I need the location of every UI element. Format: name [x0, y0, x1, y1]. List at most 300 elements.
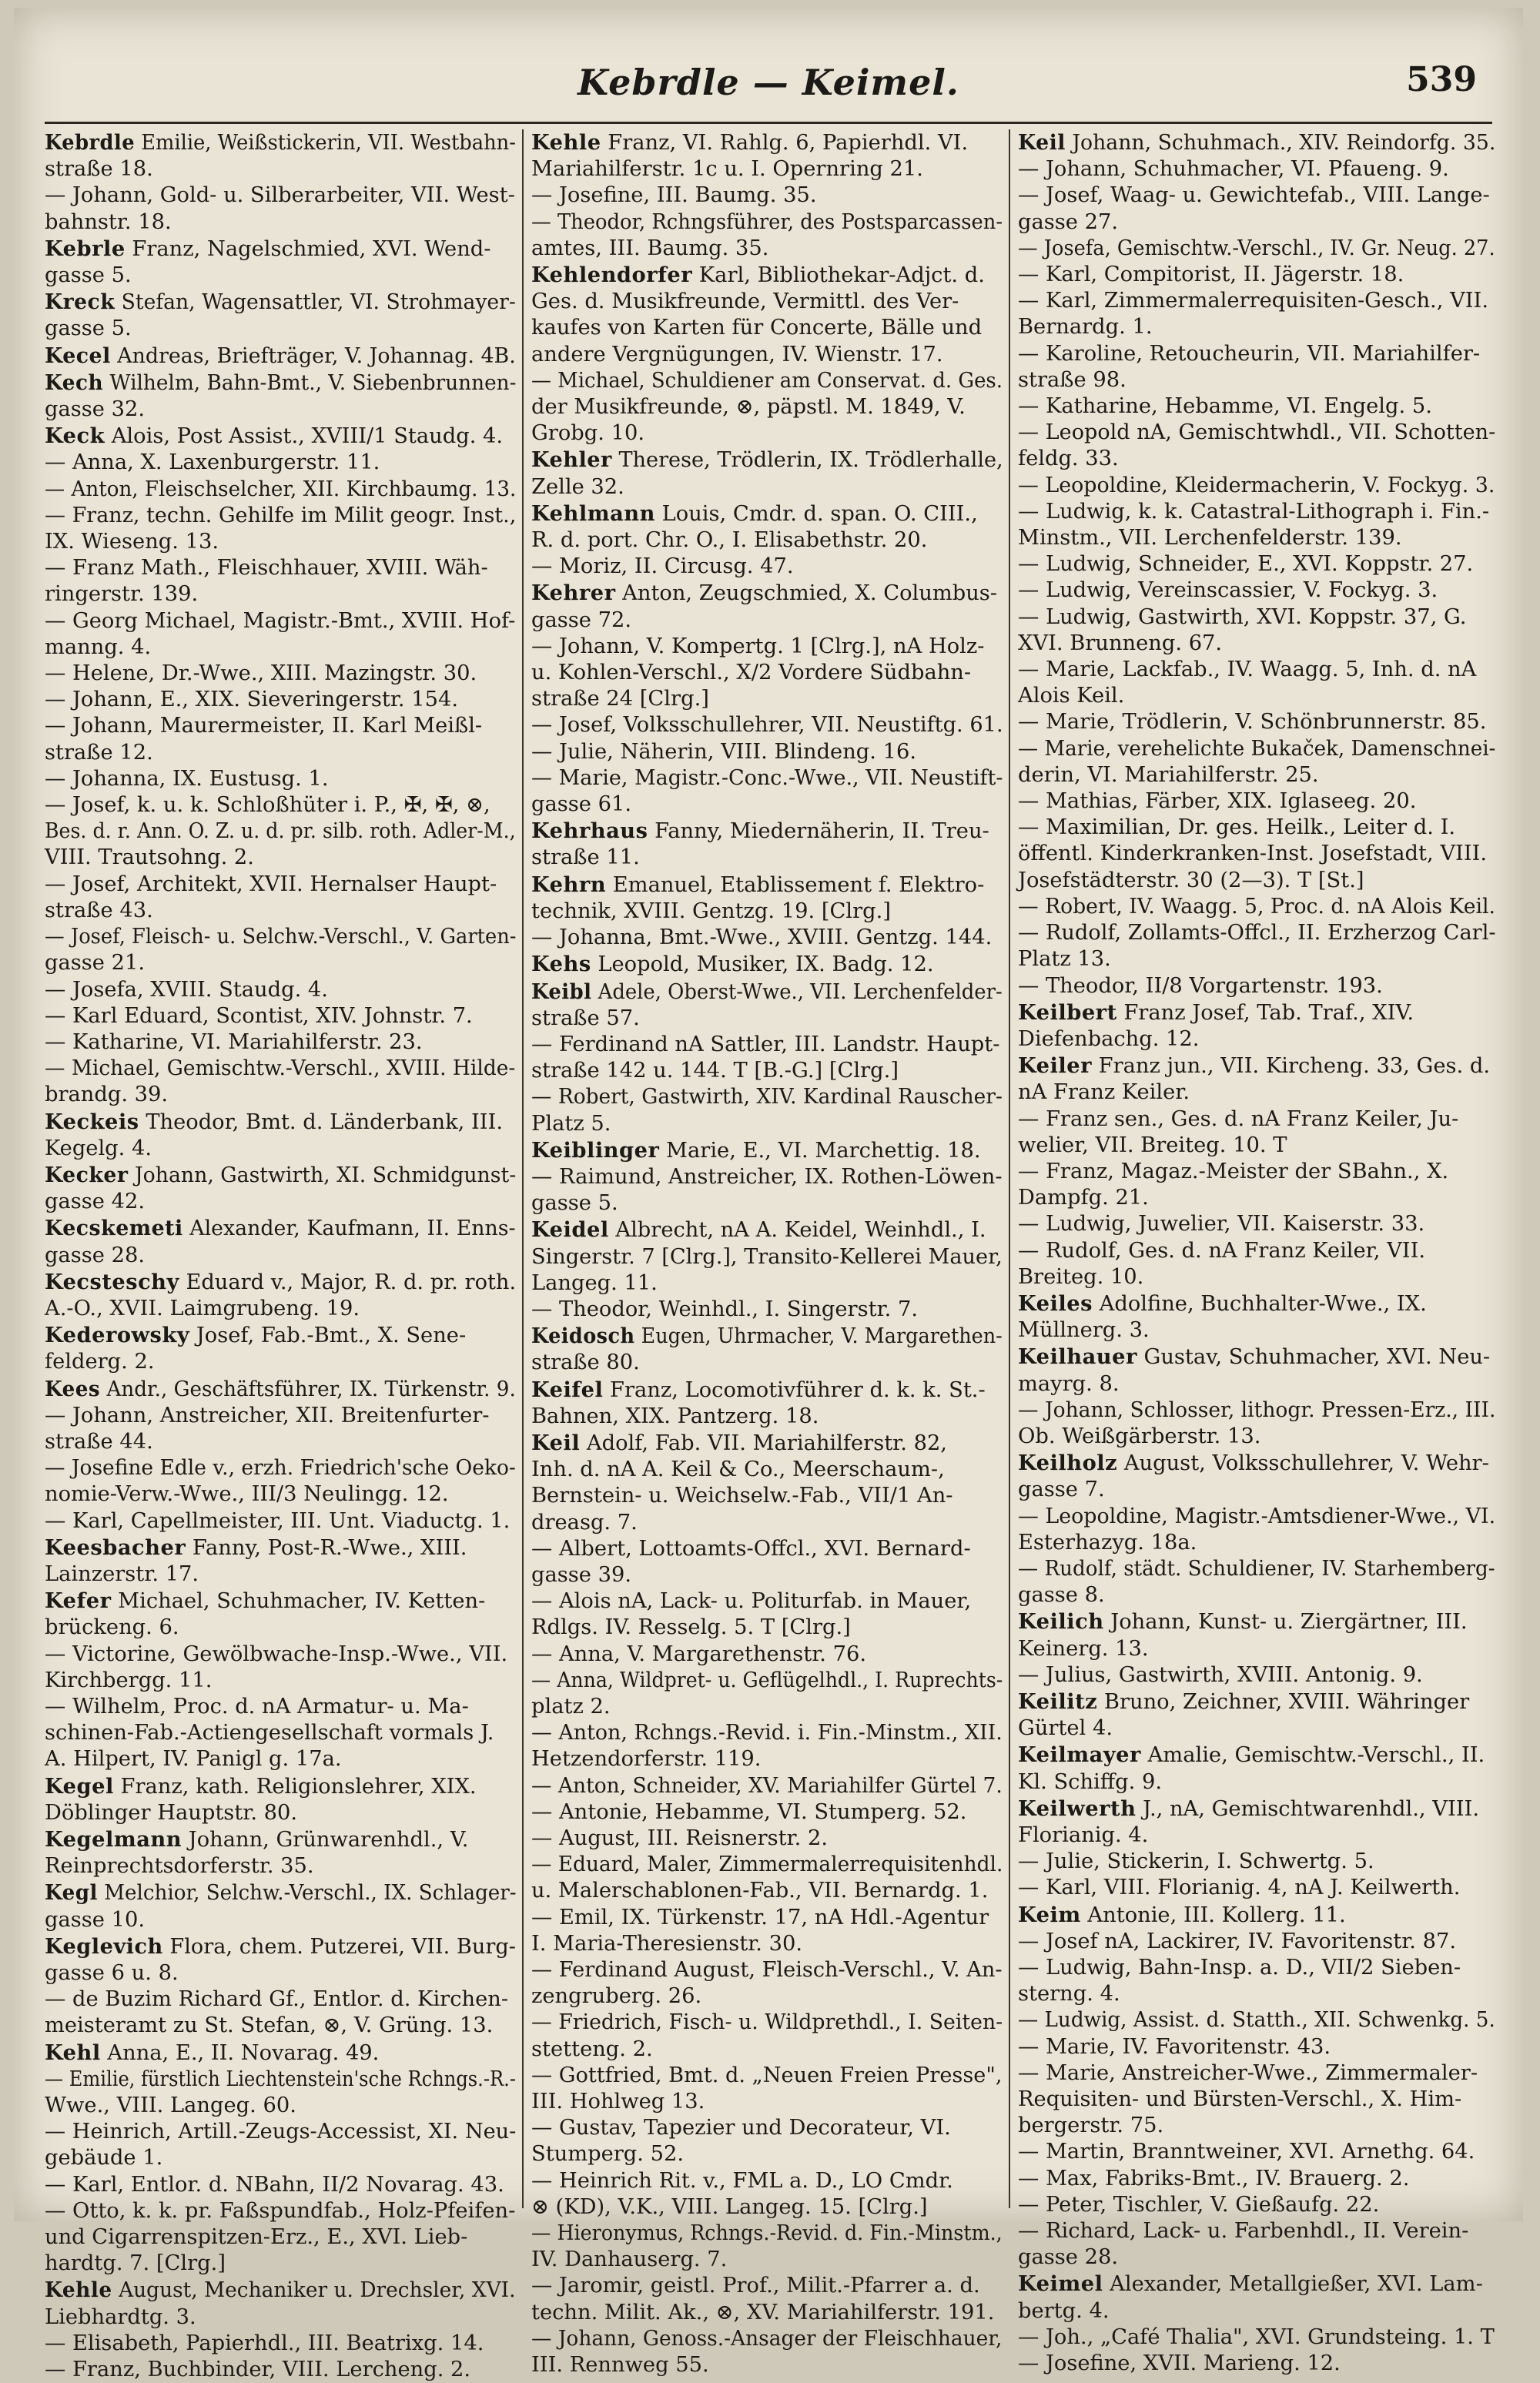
- entry-surname: Keiblinger: [531, 1137, 660, 1163]
- directory-entry: [45, 477, 516, 503]
- entry-line: — Josefine, XVII. Marieng. 12.: [1018, 2351, 1341, 2376]
- entry-line: Kecel Andreas, Briefträger, V. Johannag. 4B.: [45, 343, 516, 368]
- directory-entry: [45, 2172, 516, 2198]
- directory-entry: [45, 1322, 516, 1375]
- entry-line: — Johann, Schlosser, lithogr. Pressen-Erz., III.: [1018, 1397, 1496, 1422]
- directory-entry: [531, 1668, 1003, 1720]
- directory-entry: [45, 370, 516, 423]
- entry-line: gasse 21.: [45, 951, 146, 976]
- entry-line: — Emilie, fürstlich Liechtenstein'sche Rchngs.-R.-: [45, 2067, 516, 2091]
- entry-line: — Anton, Schneider, XV. Mariahilfer Gürtel 7.: [531, 1773, 1003, 1798]
- entry-surname: Kebrdle: [45, 130, 136, 155]
- entry-line: zengruberg. 26.: [531, 1984, 702, 2009]
- entry-line: — Karl, Entlor. d. NBahn, II/2 Novarag. 43.: [45, 2172, 504, 2197]
- directory-entry: [1018, 2218, 1495, 2271]
- entry-line: Keilholz August, Volksschullehrer, V. Wehr-: [1018, 1451, 1489, 1476]
- entry-line: Dampfg. 21.: [1018, 1186, 1149, 1210]
- entry-line: — Marie, IV. Favoritenstr. 43.: [1018, 2034, 1331, 2059]
- entry-line: I. Maria-Theresienstr. 30.: [531, 1931, 803, 1956]
- entry-line: brandg. 39.: [45, 1083, 169, 1107]
- entry-surname: Keilholz: [1018, 1451, 1118, 1476]
- entry-line: straße 98.: [1018, 367, 1127, 392]
- directory-entry: [45, 1376, 516, 1403]
- entry-line: — Josef, k. u. k. Schloßhüter i. P., ✠, ✠, ⊗,: [45, 793, 490, 818]
- entry-line: IV. Danhauserg. 7.: [531, 2247, 728, 2272]
- directory-entry: [45, 1029, 516, 1056]
- entry-line: — Peter, Tischler, V. Gießaufg. 22.: [1018, 2192, 1380, 2217]
- entry-line: Keim Antonie, III. Kollerg. 11.: [1018, 1902, 1346, 1927]
- entry-surname: Kehle: [45, 2278, 112, 2303]
- directory-entry: [531, 1217, 1003, 1297]
- entry-line: technik, XVIII. Gentzg. 19. [Clrg.]: [531, 899, 891, 923]
- entry-line: Florianig. 4.: [1018, 1823, 1149, 1847]
- entry-line: — Heinrich Rit. v., FML a. D., LO Cmdr.: [531, 2168, 953, 2193]
- directory-entry: [1018, 604, 1495, 657]
- directory-entry: [1018, 1955, 1495, 2007]
- entry-line: Kehlendorfer Karl, Bibliothekar-Adjct. d.: [531, 263, 985, 288]
- directory-entry: [45, 1508, 516, 1535]
- directory-entry: [531, 1430, 1003, 1536]
- directory-entry: [45, 2198, 516, 2278]
- entry-line: Kegl Melchior, Selchw.-Verschl., IX. Schlager-: [45, 1880, 517, 1906]
- entry-line: — Ludwig, Juwelier, VII. Kaiserstr. 33.: [1018, 1212, 1425, 1237]
- directory-entry: [45, 687, 516, 713]
- entry-line: — Marie, Magistr.-Conc.-Wwe., VII. Neustift-: [531, 765, 1003, 790]
- directory-entry: [45, 977, 516, 1003]
- entry-line: Keilmayer Amalie, Gemischtw.-Verschl., II.: [1018, 1742, 1485, 1768]
- directory-entry: [531, 1084, 1003, 1136]
- directory-entry: [531, 554, 1003, 580]
- directory-entry: [45, 1455, 516, 1508]
- entry-line: — Johann, Anstreicher, XII. Breitenfurter-: [45, 1403, 490, 1427]
- entry-line: — Friedrich, Fisch- u. Wildprethdl., I. Seiten-: [531, 2010, 1003, 2035]
- entry-line: gebäude 1.: [45, 2146, 163, 2170]
- entry-line: Keilhauer Gustav, Schuhmacher, XVI. Neu-: [1018, 1344, 1491, 1370]
- entry-line: Keiles Adolfine, Buchhalter-Wwe., IX.: [1018, 1290, 1427, 1316]
- directory-entry: [531, 2273, 1003, 2325]
- directory-entry: [45, 766, 516, 792]
- entry-line: Keidel Albrecht, nA A. Keidel, Weinhdl., I.: [531, 1217, 986, 1243]
- directory-entry: [45, 555, 516, 607]
- directory-entry: [1018, 156, 1495, 182]
- directory-entry: [45, 608, 516, 661]
- entry-line: Kecskemeti Alexander, Kaufmann, II. Enns-: [45, 1216, 516, 1241]
- directory-entry: [45, 1215, 516, 1268]
- entry-line: Kebrdle Emilie, Weißstickerin, VII. Westbahn-: [45, 130, 516, 155]
- entry-line: gasse 39.: [531, 1562, 632, 1587]
- entry-line: gasse 27.: [1018, 209, 1119, 234]
- directory-entry: [45, 1933, 516, 1986]
- entry-line: — Ludwig, Assist. d. Statth., XII. Schwenkg. 5.: [1018, 2008, 1495, 2033]
- running-title: Kebrdle — Keimel.: [578, 62, 959, 103]
- entry-line: — Martin, Branntweiner, XVI. Arnethg. 64.: [1018, 2140, 1475, 2164]
- entry-line: Rdlgs. IV. Resselg. 5. T [Clrg.]: [531, 1615, 851, 1640]
- entry-line: techn. Milit. Ak., ⊗, XV. Mariahilferstr. 191.: [531, 2300, 995, 2324]
- entry-line: gasse 72.: [531, 607, 632, 632]
- entry-line: Kech Wilhelm, Bahn-Bmt., V. Siebenbrunnen-: [45, 370, 517, 395]
- entry-line: Kreck Stefan, Wagensattler, VI. Strohmayer-: [45, 290, 516, 315]
- entry-line: — Johann, E., XIX. Sieveringerstr. 154.: [45, 688, 459, 712]
- entry-line: brückeng. 6.: [45, 1615, 179, 1640]
- entry-line: — Gottfried, Bmt. d. „Neuen Freien Presse",: [531, 2063, 1003, 2087]
- directory-entry: [1018, 2166, 1495, 2192]
- entry-line: — August, III. Reisnerstr. 2.: [531, 1826, 829, 1850]
- directory-entry: [1018, 999, 1495, 1053]
- entry-line: — Ludwig, Gastwirth, XVI. Koppstr. 37, G.: [1018, 604, 1467, 629]
- entry-line: — Alois nA, Lack- u. Politurfab. in Mauer,: [531, 1589, 972, 1614]
- entry-line: straße 11.: [531, 845, 640, 870]
- entry-line: der Musikfreunde, ⊗, päpstl. M. 1849, V.: [531, 395, 966, 420]
- entry-line: — Josefine Edle v., erzh. Friedrich'sche Oeko-: [45, 1456, 516, 1481]
- entry-surname: Keil: [1018, 130, 1066, 155]
- entry-line: gasse 28.: [1018, 2245, 1119, 2270]
- entry-line: — Georg Michael, Magistr.-Bmt., XVIII. Hof-: [45, 608, 516, 633]
- entry-line: — Eduard, Maler, Zimmermalerrequisitenhdl.: [531, 1853, 1003, 1877]
- directory-entry: [531, 2115, 1003, 2167]
- entry-line: Kehler Therese, Trödlerin, IX. Trödlerhalle,: [531, 447, 1003, 473]
- entry-line: XVI. Brunneng. 67.: [1018, 631, 1223, 655]
- entry-line: Gürtel 4.: [1018, 1716, 1113, 1741]
- directory-entry: [45, 2331, 516, 2357]
- directory-entry: [531, 872, 1003, 925]
- entry-line: Esterhazyg. 18a.: [1018, 1530, 1197, 1555]
- entry-surname: Keimel: [1018, 2271, 1103, 2297]
- directory-entry: [531, 2010, 1003, 2062]
- directory-entry: [45, 289, 516, 342]
- entry-line: — Julie, Näherin, VIII. Blindeng. 16.: [531, 739, 917, 764]
- entry-surname: Keiles: [1018, 1290, 1093, 1316]
- entry-line: gasse 7.: [1018, 1478, 1105, 1502]
- entry-line: A. Hilpert, IV. Panigl g. 17a.: [45, 1747, 342, 1772]
- directory-entry: [1018, 894, 1495, 920]
- directory-entry: [531, 500, 1003, 554]
- directory-entry: [1018, 1504, 1495, 1556]
- entry-line: — Leopoldine, Kleidermacherin, V. Fockyg. 3.: [1018, 473, 1495, 497]
- directory-entry: [1018, 1556, 1495, 1608]
- entry-line: Bernardg. 1.: [1018, 315, 1153, 340]
- entry-line: — Raimund, Anstreicher, IX. Rothen-Löwen-: [531, 1164, 1003, 1189]
- entry-line: — Robert, IV. Waagg. 5, Proc. d. nA Alois Keil.: [1018, 894, 1495, 919]
- directory-entry: [1018, 2271, 1495, 2324]
- entry-line: straße 44.: [45, 1429, 153, 1454]
- entry-surname: Kederowsky: [45, 1323, 190, 1348]
- entry-surname: Keiler: [1018, 1053, 1092, 1079]
- entry-line: Mariahilferstr. 1c u. I. Opernring 21.: [531, 157, 923, 182]
- entry-line: Ob. Weißgärberstr. 13.: [1018, 1424, 1261, 1448]
- entry-line: — Anna, V. Margarethenstr. 76.: [531, 1642, 867, 1666]
- directory-entry: [531, 2063, 1003, 2115]
- entry-surname: Keidel: [531, 1217, 609, 1243]
- directory-entry: [1018, 736, 1495, 788]
- entry-line: — Katharine, Hebamme, VI. Engelg. 5.: [1018, 394, 1432, 419]
- entry-line: IX. Wieseng. 13.: [45, 530, 219, 554]
- entry-line: Wwe., VIII. Langeg. 60.: [45, 2093, 296, 2118]
- entry-line: stetteng. 2.: [531, 2037, 653, 2061]
- entry-line: derin, VI. Mariahilferstr. 25.: [1018, 762, 1319, 787]
- entry-line: sterng. 4.: [1018, 1982, 1120, 2006]
- entry-line: Kederowsky Josef, Fab.-Bmt., X. Sene-: [45, 1323, 467, 1348]
- entry-line: — Josef, Fleisch- u. Selchw.-Verschl., V. Garten-: [45, 925, 517, 949]
- column-1: [45, 129, 517, 2382]
- directory-entry: [45, 1588, 516, 1641]
- entry-line: — Josefine, III. Baumg. 35.: [531, 183, 817, 208]
- directory-entry: [1018, 1608, 1495, 1662]
- entry-surname: Keilitz: [1018, 1689, 1098, 1714]
- directory-entry: [45, 343, 516, 370]
- entry-line: hardtg. 7. [Clrg.]: [45, 2251, 226, 2276]
- directory-entry: [531, 1536, 1003, 1588]
- entry-line: gasse 61.: [531, 792, 632, 817]
- entry-line: — Josef nA, Lackirer, IV. Favoritenstr. 87.: [1018, 1929, 1457, 1953]
- entry-line: straße 57.: [531, 1006, 640, 1030]
- entry-line: ⊗ (KD), V.K., VIII. Langeg. 15. [Clrg.]: [531, 2194, 928, 2219]
- entry-line: Liebhardtg. 3.: [45, 2304, 196, 2329]
- entry-surname: Keibl: [531, 979, 592, 1004]
- entry-surname: Keckeis: [45, 1109, 139, 1134]
- entry-surname: Keesbacher: [45, 1535, 186, 1560]
- entry-surname: Kehs: [531, 952, 591, 977]
- directory-entry: [1018, 2139, 1495, 2165]
- entry-line: Inh. d. nA A. Keil & Co., Meerschaum-,: [531, 1458, 945, 1482]
- entry-line: — Albert, Lottoamts-Offcl., XVI. Bernard-: [531, 1536, 971, 1561]
- entry-surname: Kecsteschy: [45, 1269, 179, 1294]
- entry-line: — Johann, V. Kompertg. 1 [Clrg.], nA Holz-: [531, 634, 985, 658]
- entry-line: Müllnerg. 3.: [1018, 1318, 1150, 1343]
- entry-line: Diefenbachg. 12.: [1018, 1026, 1200, 1051]
- entry-line: III. Rennweg 55.: [531, 2353, 709, 2378]
- directory-entry: [1018, 341, 1495, 393]
- entry-line: — Ludwig, Schneider, E., XVI. Koppstr. 27.: [1018, 552, 1474, 577]
- entry-line: Kehs Leopold, Musiker, IX. Badg. 12.: [531, 952, 934, 977]
- entry-line: Keilitz Bruno, Zeichner, XVIII. Währinger: [1018, 1689, 1470, 1714]
- entry-surname: Kehrn: [531, 872, 607, 897]
- entry-surname: Keglevich: [45, 1933, 163, 1959]
- entry-line: Döblinger Hauptstr. 80.: [45, 1800, 298, 1825]
- entry-surname: Kehlendorfer: [531, 263, 693, 288]
- directory-entry: [1018, 1875, 1495, 1901]
- directory-entry: [531, 2221, 1003, 2273]
- directory-entry: [45, 1403, 516, 1455]
- entry-line: — Franz, techn. Gehilfe im Milit geogr. Inst.,: [45, 503, 517, 527]
- entry-surname: Keifel: [531, 1377, 604, 1402]
- entry-surname: Keidosch: [531, 1324, 635, 1349]
- entry-line: — Ludwig, Vereinscassier, V. Fockyg. 3.: [1018, 578, 1438, 603]
- entry-line: Bes. d. r. Ann. O. Z. u. d. pr. silb. roth. Adler-M.,: [45, 819, 516, 844]
- directory-entry: [45, 1056, 516, 1108]
- directory-entry: [1018, 288, 1495, 340]
- entry-line: — Marie, Anstreicher-Wwe., Zimmermaler-: [1018, 2060, 1478, 2085]
- entry-line: — Leopoldine, Magistr.-Amtsdiener-Wwe., VI.: [1018, 1504, 1496, 1528]
- entry-surname: Kehrhaus: [531, 818, 648, 844]
- entry-line: gasse 42.: [45, 1190, 146, 1214]
- entry-line: — Ferdinand August, Fleisch-Verschl., V. An-: [531, 1958, 1003, 1983]
- directory-entry: [531, 2168, 1003, 2221]
- entry-line: — Johanna, IX. Eustusg. 1.: [45, 766, 329, 791]
- directory-entry: [531, 182, 1003, 209]
- entry-line: Keilich Johann, Kunst- u. Ziergärtner, III.: [1018, 1609, 1468, 1635]
- directory-entry: [1018, 1053, 1495, 1106]
- directory-entry: [1018, 1211, 1495, 1237]
- entry-line: Keimel Alexander, Metallgießer, XVI. Lam-: [1018, 2271, 1483, 2297]
- entry-line: öffentl. Kinderkranken-Inst. Josefstadt, VIII.: [1018, 842, 1488, 866]
- directory-entry: [45, 792, 516, 872]
- directory-entry: [1018, 2060, 1495, 2140]
- directory-entry: [1018, 2351, 1495, 2377]
- entry-line: — Helene, Dr.-Wwe., XIII. Mazingstr. 30.: [45, 661, 477, 686]
- entry-line: — Maximilian, Dr. ges. Heilk., Leiter d. I.: [1018, 815, 1456, 840]
- entry-line: — Marie, verehelichte Bukaček, Damenschnei-: [1018, 736, 1496, 761]
- entry-line: Keck Alois, Post Assist., XVIII/1 Staudg. 4.: [45, 423, 504, 449]
- directory-entry: [1018, 551, 1495, 577]
- entry-line: — Robert, Gastwirth, XIV. Kardinal Rauscher-: [531, 1085, 1003, 1110]
- entry-line: Keibl Adele, Oberst-Wwe., VII. Lerchenfelder-: [531, 979, 1003, 1004]
- entry-line: Keglevich Flora, chem. Putzerei, VII. Burg-: [45, 1933, 516, 1959]
- entry-line: kaufes von Karten für Concerte, Bälle und: [531, 316, 983, 340]
- directory-entry: [1018, 2007, 1495, 2033]
- directory-entry: [45, 236, 516, 289]
- directory-entry: [1018, 788, 1495, 815]
- directory-entry: [531, 951, 1003, 978]
- entry-line: Keesbacher Fanny, Post-R.-Wwe., XIII.: [45, 1535, 467, 1560]
- entry-line: gasse 5.: [45, 316, 132, 341]
- entry-line: Kehlmann Louis, Cmdr. d. span. O. CIII.,: [531, 500, 978, 526]
- entry-line: — Victorine, Gewölbwache-Insp.-Wwe., VII.: [45, 1642, 508, 1666]
- entry-line: — Ludwig, Bahn-Insp. a. D., VII/2 Sieben-: [1018, 1956, 1461, 1980]
- directory-entry: [1018, 1450, 1495, 1503]
- entry-line: — Rudolf, städt. Schuldiener, IV. Starhemberg-: [1018, 1556, 1495, 1581]
- entry-line: — Johann, Maurermeister, II. Karl Meißl-: [45, 714, 483, 738]
- directory-entry: [45, 1535, 516, 1588]
- entry-line: Kebrle Franz, Nagelschmied, XVI. Wend-: [45, 236, 491, 261]
- directory-entry: [1018, 420, 1495, 472]
- entry-line: — Emil, IX. Türkenstr. 17, nA Hdl.-Agentur: [531, 1905, 989, 1929]
- entry-line: — Johanna, Bmt.-Wwe., XVIII. Gentzg. 144.: [531, 925, 993, 950]
- directory-entry: [45, 1694, 516, 1773]
- entry-line: straße 142 u. 144. T [B.-G.] [Clrg.]: [531, 1059, 899, 1083]
- entry-line: — Karl, Capellmeister, III. Unt. Viaductg. 1.: [45, 1508, 511, 1533]
- entry-surname: Kreck: [45, 290, 116, 315]
- directory-entry: [531, 1773, 1003, 1799]
- entry-line: Kegelmann Johann, Grünwarenhdl., V.: [45, 1827, 469, 1852]
- entry-line: straße 24 [Clrg.]: [531, 687, 709, 711]
- entry-surname: Kecskemeti: [45, 1216, 183, 1241]
- entry-line: — Anna, Wildpret- u. Geflügelhdl., I. Ruprechts-: [531, 1668, 1003, 1692]
- directory-entry: [1018, 973, 1495, 999]
- directory-entry: [45, 713, 516, 765]
- directory-entry: [45, 1986, 516, 2039]
- entry-line: dreasg. 7.: [531, 1510, 638, 1535]
- directory-entry: [1018, 262, 1495, 288]
- entry-line: Kees Andr., Geschäftsführer, IX. Türkenstr. 9.: [45, 1376, 516, 1401]
- entry-line: Kecsteschy Eduard v., Major, R. d. pr. roth.: [45, 1269, 517, 1294]
- directory-entry: [1018, 1106, 1495, 1159]
- entry-line: — Ferdinand nA Sattler, III. Landstr. Haupt-: [531, 1032, 1000, 1056]
- directory-entry: [531, 712, 1003, 738]
- entry-line: Bahnen, XIX. Pantzerg. 18.: [531, 1404, 819, 1428]
- directory-entry: [531, 129, 1003, 182]
- column-divider: [1009, 129, 1010, 2208]
- entry-line: — Marie, Lackfab., IV. Waagg. 5, Inh. d. nA: [1018, 658, 1477, 682]
- entry-line: Kirchbergg. 11.: [45, 1668, 213, 1692]
- entry-line: — Rudolf, Zollamts-Offcl., II. Erzherzog Carl-: [1018, 921, 1496, 946]
- entry-line: feldg. 33.: [1018, 447, 1119, 471]
- entry-line: Keilbert Franz Josef, Tab. Traf., XIV.: [1018, 999, 1414, 1025]
- entry-line: — Michael, Schuldiener am Conservat. d. Ges.: [531, 368, 1003, 393]
- directory-entry: [531, 1852, 1003, 1904]
- directory-entry: [531, 634, 1003, 713]
- directory-entry: [531, 1957, 1003, 2010]
- directory-entry: [1018, 2192, 1495, 2218]
- entry-line: — Rudolf, Ges. d. nA Franz Keiler, VII.: [1018, 1238, 1426, 1263]
- entry-line: — Karoline, Retoucheurin, VII. Mariahilfer-: [1018, 341, 1481, 366]
- entry-line: mayrg. 8.: [1018, 1371, 1120, 1396]
- entry-line: — Josef, Volksschullehrer, VII. Neustiftg. 61.: [531, 713, 1003, 738]
- entry-line: Platz 13.: [1018, 947, 1111, 972]
- entry-line: Singerstr. 7 [Clrg.], Transito-Kellerei Mauer,: [531, 1244, 1003, 1269]
- entry-line: — Josefa, Gemischtw.-Verschl., IV. Gr. Neug. 27.: [1018, 236, 1495, 260]
- entry-line: meisteramt zu St. Stefan, ⊗, V. Grüng. 13.: [45, 2013, 494, 2038]
- entry-line: — Max, Fabriks-Bmt., IV. Brauerg. 2.: [1018, 2166, 1410, 2191]
- entry-surname: Keilhauer: [1018, 1344, 1137, 1370]
- entry-line: ringerstr. 139.: [45, 582, 199, 607]
- directory-entry: [1018, 815, 1495, 894]
- entry-surname: Kegl: [45, 1880, 98, 1906]
- entry-line: — Gustav, Tapezier und Decorateur, VI.: [531, 2116, 951, 2140]
- directory-entry: [531, 979, 1003, 1032]
- directory-entry: [1018, 2034, 1495, 2060]
- directory-entry: [45, 2067, 516, 2119]
- entry-line: schinen-Fab.-Actiengesellschaft vormals J.: [45, 1721, 494, 1745]
- page-header: [14, 54, 1523, 108]
- entry-line: — Elisabeth, Papierhdl., III. Beatrixg. 14.: [45, 2331, 484, 2355]
- directory-entry: [531, 925, 1003, 951]
- directory-entry: [1018, 499, 1495, 551]
- directory-entry: [45, 450, 516, 476]
- entry-line: VIII. Trautsohng. 2.: [45, 845, 254, 870]
- entry-line: Hetzendorferstr. 119.: [531, 1747, 762, 1772]
- page-number: 539: [1406, 60, 1477, 99]
- entry-line: Keckeis Theodor, Bmt. d. Länderbank, III.: [45, 1109, 504, 1134]
- entry-line: Keiler Franz jun., VII. Kircheng. 33, Ges. d.: [1018, 1053, 1491, 1079]
- directory-entry: [45, 2119, 516, 2171]
- entry-line: — Anton, Fleischselcher, XII. Kirchbaumg. 13.: [45, 477, 517, 501]
- entry-line: Kehl Anna, E., II. Novarag. 49.: [45, 2040, 380, 2065]
- entry-line: Keiblinger Marie, E., VI. Marchettig. 18.: [531, 1137, 981, 1163]
- entry-line: Kehrer Anton, Zeugschmied, X. Columbus-: [531, 581, 998, 606]
- entry-line: — Franz, Buchbinder, VIII. Lercheng. 2.: [45, 2358, 471, 2382]
- entry-line: Alois Keil.: [1018, 684, 1125, 708]
- entry-line: — Anton, Rchngs.-Revid. i. Fin.-Minstm., XII.: [531, 1721, 1003, 1745]
- entry-line: gasse 6 u. 8.: [45, 1961, 179, 1986]
- entry-line: Keilwerth J., nA, Gemischtwarenhdl., VIII.: [1018, 1796, 1480, 1821]
- directory-entry: [1018, 1397, 1495, 1450]
- directory-entry: [45, 503, 516, 555]
- directory-entry: [45, 129, 516, 182]
- directory-entry: [1018, 129, 1495, 156]
- entry-line: bertg. 4.: [1018, 2298, 1110, 2323]
- entry-line: III. Hohlweg 13.: [531, 2090, 705, 2114]
- entry-surname: Keilmayer: [1018, 1742, 1141, 1768]
- entry-line: straße 80.: [531, 1350, 640, 1375]
- directory-entry: [45, 661, 516, 687]
- directory-entry: [531, 209, 1003, 262]
- entry-line: gasse 28.: [45, 1243, 146, 1267]
- directory-entry: [45, 924, 516, 976]
- entry-line: — Julie, Stickerin, I. Schwertg. 5.: [1018, 1849, 1374, 1874]
- entry-surname: Kefer: [45, 1588, 112, 1614]
- column-divider: [522, 129, 524, 2208]
- entry-line: gasse 32.: [45, 397, 146, 422]
